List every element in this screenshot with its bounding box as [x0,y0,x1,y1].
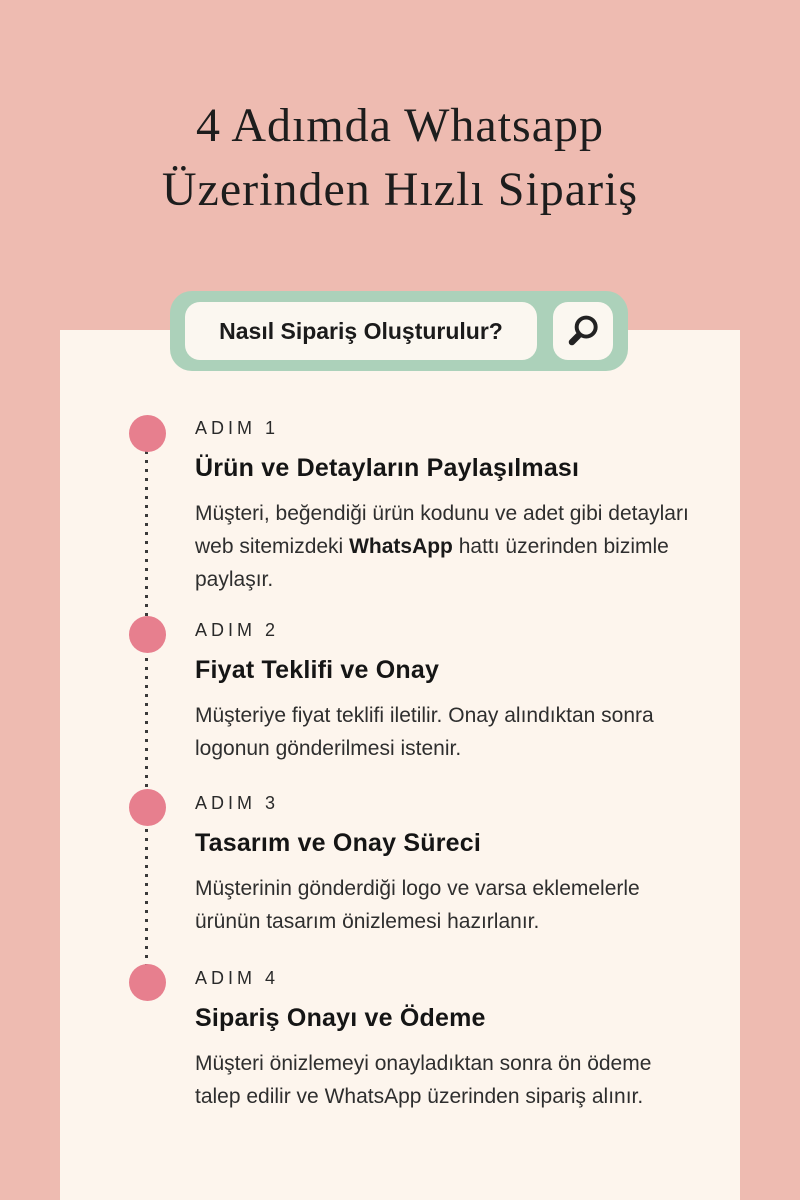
step-body-text: Müşterinin gönderdiği logo ve varsa eklemelerle ürünün tasarım önizlemesi hazırlanır. [195,877,640,933]
search-input[interactable]: Nasıl Sipariş Oluşturulur? [185,302,537,360]
step-item-3 [195,793,705,938]
timeline-dotted-line [145,433,148,981]
step-body [195,497,695,596]
step-body-text: hattı üzerinden bizimle paylaşır. [195,535,669,591]
step-title: Sipariş Onayı ve Ödeme [195,1004,486,1032]
step-body [195,872,695,938]
step-body-text: Müşteri, beğendiği ürün kodunu ve adet gibi detayları web sitemizdeki [195,502,689,558]
timeline-dot-4 [129,964,166,1001]
step-body-bold: WhatsApp [349,535,453,558]
page-title-line-2: Üzerinden Hızlı Sipariş [161,163,639,216]
page-title-line-1: 4 Adımda Whatsapp [195,99,605,152]
magnifier-icon [564,312,602,350]
timeline-dot-1 [129,415,166,452]
step-title: Tasarım ve Onay Süreci [195,829,482,857]
step-label: ADIM 2 [195,620,280,640]
step-label: ADIM 4 [195,968,280,988]
page-title [0,94,800,222]
search-button[interactable] [553,302,613,360]
step-body-text: Müşteriye fiyat teklifi iletilir. Onay alındıktan sonra logonun gönderilmesi istenir. [195,704,654,760]
step-item-1 [195,418,705,596]
step-item-4 [195,968,705,1113]
search-bar [170,291,628,371]
step-body [195,699,695,765]
step-label: ADIM 1 [195,418,280,438]
timeline-dot-2 [129,616,166,653]
step-item-2 [195,620,705,765]
step-body-text: Müşteri önizlemeyi onayladıktan sonra ön ödeme talep edilir ve WhatsApp üzerinden sipariş alınır. [195,1052,652,1108]
timeline-dot-3 [129,789,166,826]
step-title: Fiyat Teklifi ve Onay [195,656,440,684]
step-title: Ürün ve Detayların Paylaşılması [195,454,580,482]
step-body [195,1047,695,1113]
step-label: ADIM 3 [195,793,280,813]
